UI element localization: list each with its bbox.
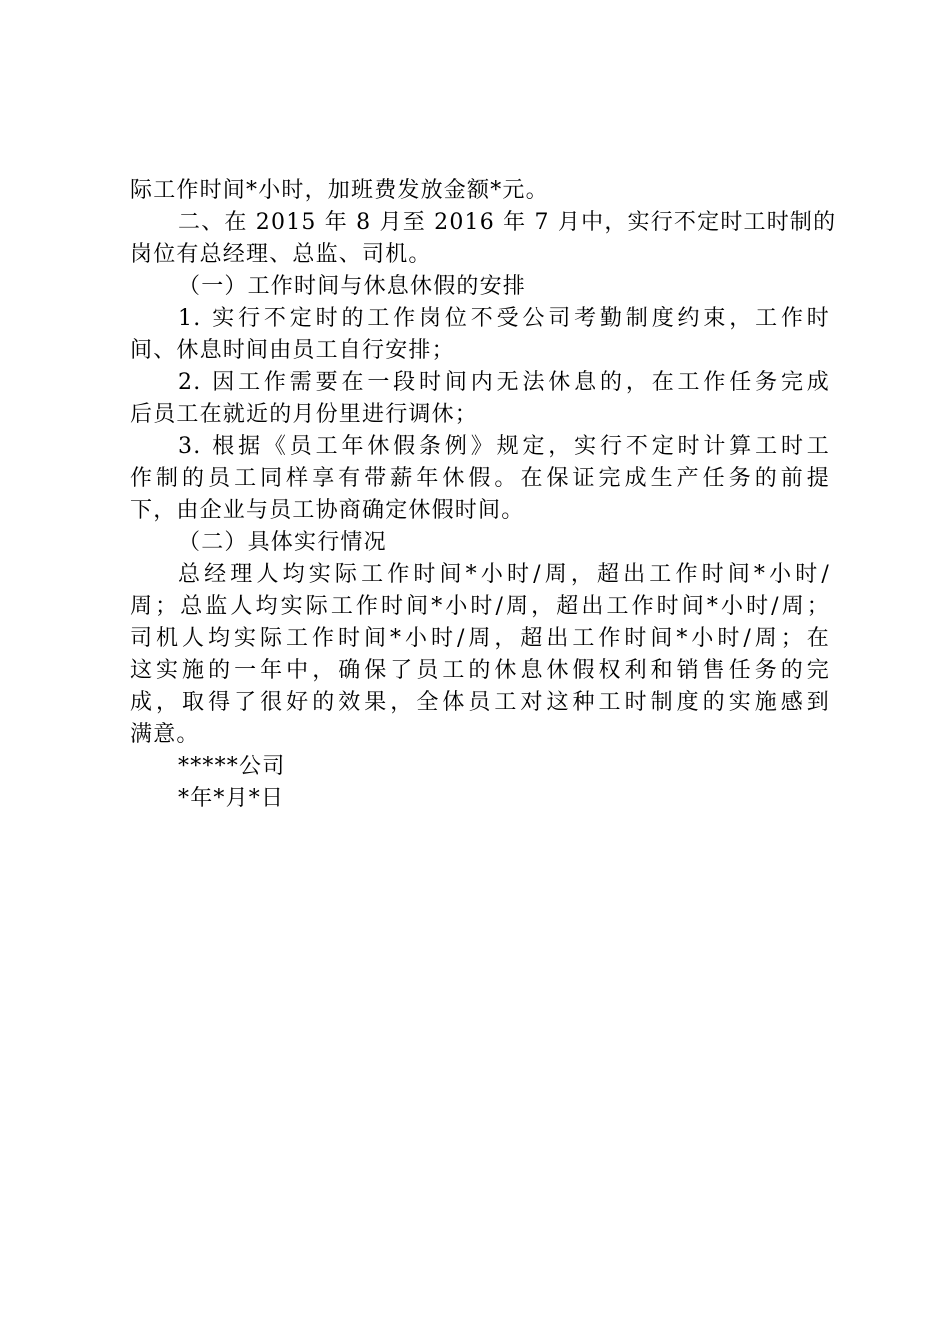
text-line: 二、在 2015 年 8 月至 2016 年 7 月中，实行不定时工时制的 (178, 210, 837, 235)
text-line: 后员工在就近的月份里进行调休； (130, 402, 479, 427)
date-line: *年*月*日 (178, 786, 285, 811)
text-line: 3. 根据《员工年休假条例》规定，实行不定时计算工时工 (178, 434, 830, 459)
text-line: 际工作时间*小时，加班费发放金额*元。 (130, 178, 549, 203)
section-heading: （二）具体实行情况 (178, 530, 387, 555)
company-signature: *****公司 (178, 754, 286, 779)
text-line: 1. 实行不定时的工作岗位不受公司考勤制度约束，工作时 (178, 306, 830, 331)
text-line: 作制的员工同样享有带薪年休假。在保证完成生产任务的前提 (130, 466, 830, 491)
text-line: 2. 因工作需要在一段时间内无法休息的，在工作任务完成 (178, 370, 830, 395)
text-line: 满意。 (130, 722, 200, 747)
text-line: 间、休息时间由员工自行安排； (130, 338, 455, 363)
text-line: 岗位有总经理、总监、司机。 (130, 242, 432, 267)
section-heading: （一）工作时间与休息休假的安排 (178, 274, 527, 299)
text-line: 司机人均实际工作时间*小时/周，超出工作时间*小时/周；在 (130, 626, 830, 651)
text-line: 周；总监人均实际工作时间*小时/周，超出工作时间*小时/周； (130, 594, 830, 619)
text-line: 总经理人均实际工作时间*小时/周，超出工作时间*小时/ (178, 562, 830, 587)
text-line: 这实施的一年中，确保了员工的休息休假权利和销售任务的完 (130, 658, 830, 683)
text-line: 成，取得了很好的效果，全体员工对这种工时制度的实施感到 (130, 690, 830, 715)
text-line: 下，由企业与员工协商确定休假时间。 (130, 498, 525, 523)
